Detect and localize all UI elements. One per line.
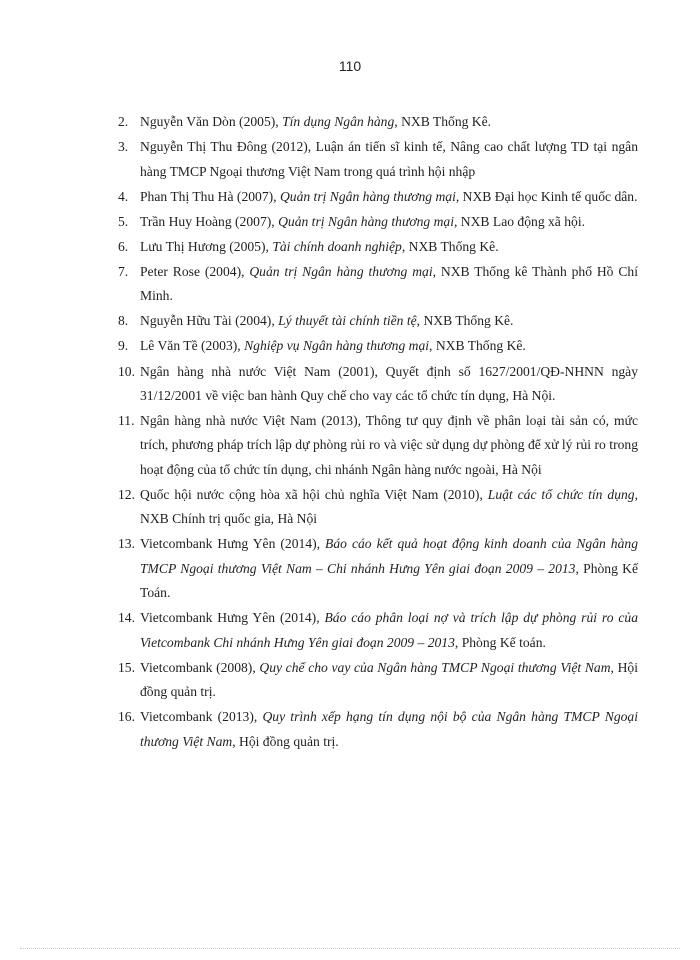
- reference-text: , Phòng Kế Toán.: [140, 560, 638, 601]
- reference-item: [118, 309, 638, 333]
- reference-item: [118, 334, 638, 358]
- reference-text: , NXB Thống Kê.: [394, 114, 492, 129]
- reference-text: , NXB Thống Kê.: [416, 313, 514, 329]
- reference-number: 12.: [118, 486, 135, 502]
- reference-number: 10.: [118, 363, 135, 379]
- reference-number: 14.: [118, 610, 135, 626]
- reference-number: 9.: [118, 338, 129, 354]
- reference-text: Ngân hàng nhà nước Việt Nam (2013), Thông tư quy định về phân loại tài sản có, mức trích, phương pháp trích lập dự phòng rủi ro và việc sử dụng dự phòng để xử lý rủi ro trong hoạt động của tổ chức tín dụng, chi nhánh Ngân hàng nước ngoài, Hà Nội: [140, 413, 638, 477]
- reference-text: Ngân hàng nhà nước Việt Nam (2001), Quyết định số 1627/2001/QĐ-NHNN ngày 31/12/2001 về việc ban hành Quy chế cho vay các tổ chức tín dụng, Hà Nội.: [140, 363, 638, 403]
- reference-item: [118, 606, 638, 655]
- reference-text: , NXB Lao động xã hội.: [454, 213, 586, 229]
- reference-title: Quản trị Ngân hàng thương mại: [249, 263, 433, 279]
- reference-list: [118, 110, 638, 755]
- reference-text: Trần Huy Hoàng (2007),: [140, 213, 279, 229]
- reference-number: 5.: [118, 213, 129, 229]
- reference-text: Lưu Thị Hương (2005),: [140, 238, 273, 254]
- page-bottom-border: [20, 948, 680, 949]
- reference-title: Quản trị Ngân hàng thương mại: [278, 213, 454, 229]
- reference-title: Lý thuyết tài chính tiền tệ: [278, 313, 417, 329]
- reference-text: Vietcombank Hưng Yên (2014),: [140, 536, 326, 552]
- reference-item: [118, 135, 638, 184]
- reference-item: [118, 532, 638, 605]
- reference-item: [118, 656, 638, 705]
- reference-text: Lê Văn Tề (2003),: [140, 338, 245, 354]
- reference-text: Phan Thị Thu Hà (2007),: [140, 188, 280, 204]
- reference-text: , Hội đồng quản trị.: [140, 659, 638, 700]
- reference-title: Báo cáo phân loại nợ và trích lập dự phòng rủi ro của Vietcombank Chi nhánh Hưng Yên giai đoạn 2009 – 2013: [140, 610, 638, 650]
- reference-number: 16.: [118, 709, 135, 725]
- reference-item: [118, 483, 638, 532]
- reference-text: , Phòng Kế toán.: [454, 634, 546, 650]
- reference-text: Nguyễn Văn Dòn (2005),: [140, 114, 283, 129]
- reference-text: Vietcombank (2008),: [140, 659, 260, 675]
- reference-number: 11.: [118, 413, 135, 429]
- reference-title: Báo cáo kết quả hoạt động kinh doanh của Ngân hàng TMCP Ngoại thương Việt Nam – Chi nhánh Hưng Yên giai đoạn 2009 – 2013: [140, 536, 638, 576]
- reference-text: , Hội đồng quản trị.: [232, 733, 339, 749]
- reference-number: 15.: [118, 659, 135, 675]
- reference-text: Peter Rose (2004),: [140, 263, 250, 279]
- reference-text: Vietcombank (2013),: [140, 709, 263, 725]
- reference-number: 8.: [118, 313, 129, 329]
- reference-item: [118, 409, 638, 482]
- reference-text: , NXB Thống Kê.: [429, 338, 526, 354]
- reference-title: Luật các tổ chức tín dụng: [487, 486, 635, 502]
- reference-item: [118, 110, 638, 134]
- reference-item: [118, 235, 638, 259]
- reference-item: [118, 210, 638, 234]
- reference-text: Vietcombank Hưng Yên (2014),: [140, 610, 325, 626]
- reference-item: [118, 705, 638, 754]
- reference-title: Quy chế cho vay của Ngân hàng TMCP Ngoại thương Việt Nam: [259, 659, 611, 675]
- reference-text: Nguyễn Thị Thu Đông (2012), Luận án tiến sĩ kinh tế, Nâng cao chất lượng TD tại ngân hàng TMCP Ngoại thương Việt Nam trong quá trình hội nhập: [140, 139, 638, 179]
- reference-text: , NXB Đại học Kinh tế quốc dân.: [455, 188, 638, 204]
- reference-number: 3.: [118, 139, 129, 155]
- reference-title: Quản trị Ngân hàng thương mại: [279, 188, 456, 204]
- reference-text: Quốc hội nước cộng hòa xã hội chủ nghĩa Việt Nam (2010),: [140, 486, 488, 502]
- reference-text: Nguyễn Hữu Tài (2004),: [140, 313, 279, 329]
- reference-number: 7.: [118, 263, 129, 279]
- reference-title: Tín dụng Ngân hàng: [282, 114, 395, 129]
- page-number: 110: [338, 58, 362, 74]
- reference-number: 4.: [118, 188, 129, 204]
- reference-item: [118, 185, 638, 209]
- reference-number: 2.: [118, 114, 129, 129]
- reference-item: [118, 360, 638, 409]
- reference-text: , NXB Thống kê Thành phố Hồ Chí Minh.: [140, 263, 638, 304]
- reference-title: Nghiệp vụ Ngân hàng thương mại: [244, 338, 430, 354]
- reference-text: , NXB Thống Kê.: [401, 238, 499, 254]
- reference-title: Tài chính doanh nghiệp: [272, 238, 402, 254]
- reference-number: 6.: [118, 238, 129, 254]
- reference-title: Quy trình xếp hạng tín dụng nội bộ của Ngân hàng TMCP Ngoại thương Việt Nam: [140, 709, 638, 749]
- reference-number: 13.: [118, 536, 135, 552]
- reference-text: , NXB Chính trị quốc gia, Hà Nội: [140, 486, 638, 527]
- reference-item: [118, 260, 638, 309]
